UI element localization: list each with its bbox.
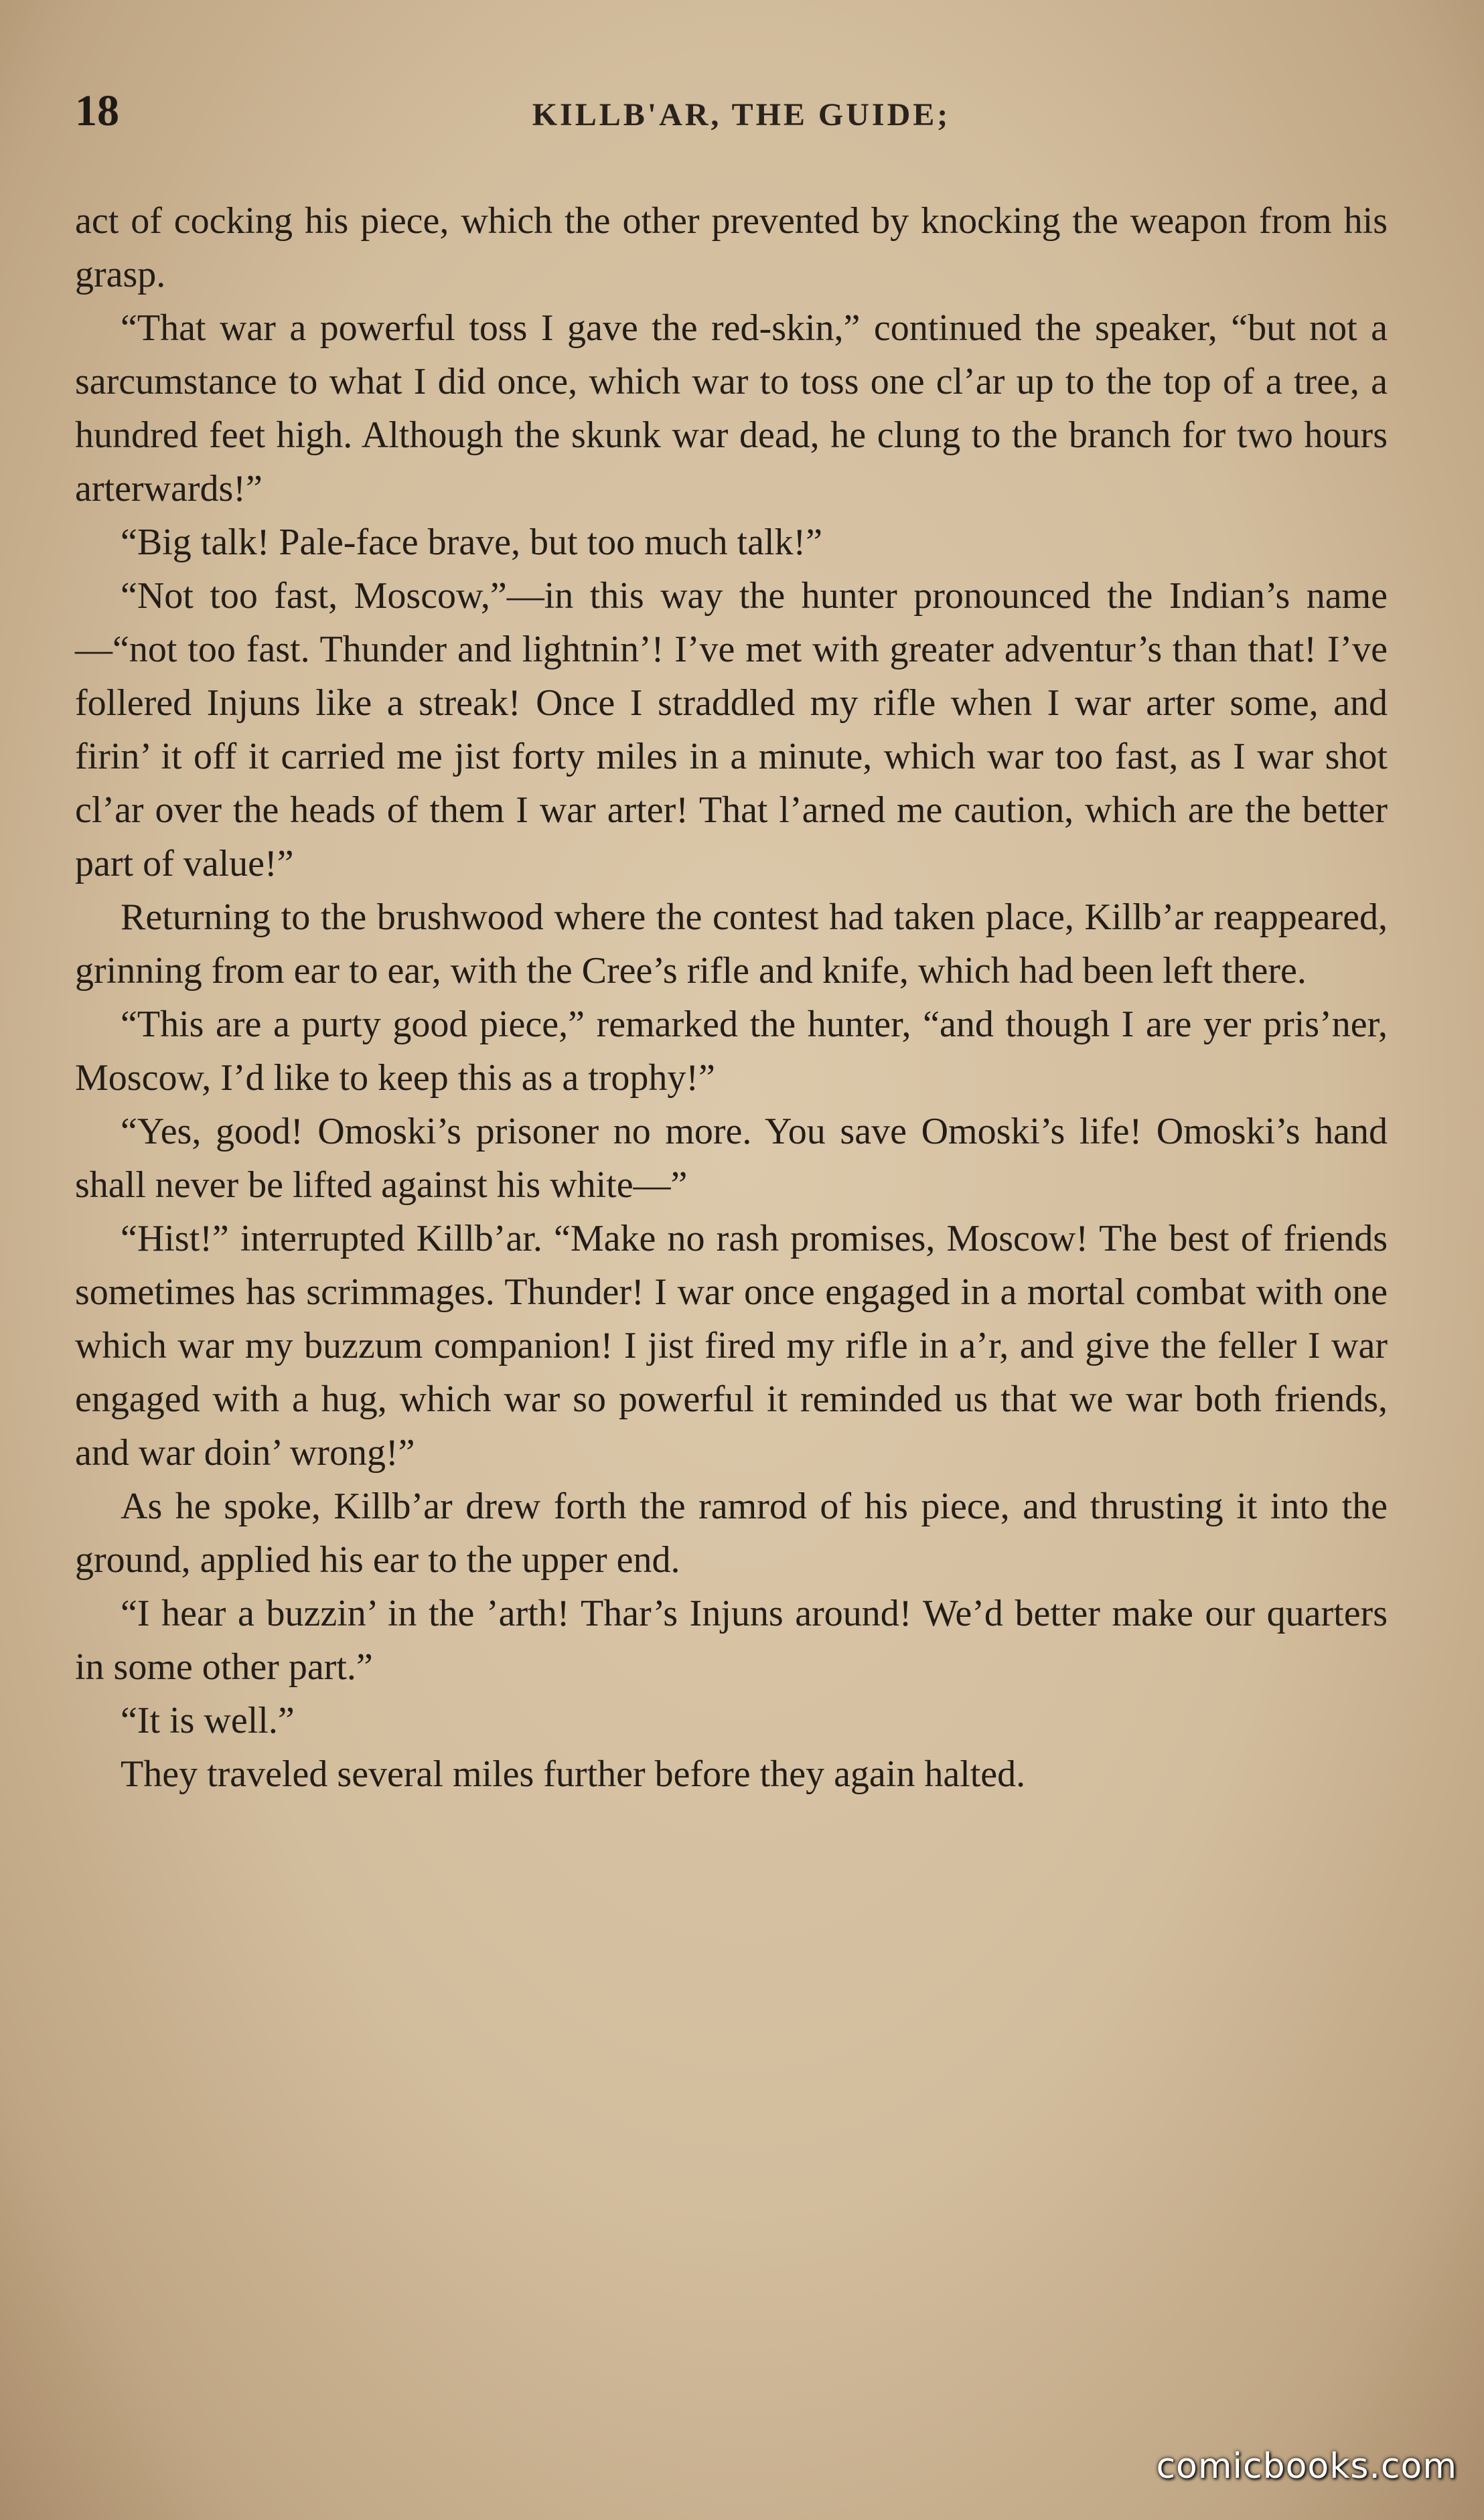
paragraph: “I hear a buzzin’ in the ’arth! Thar’s Injuns around! We’d better make our quarters in some other part.” xyxy=(75,1593,1388,1688)
page-header xyxy=(75,86,1408,146)
watermark: comicbooks.com xyxy=(1156,2446,1457,2487)
running-head: KILLB'AR, THE GUIDE; xyxy=(532,97,951,133)
paragraph: “Big talk! Pale-face brave, but too much talk!” xyxy=(121,522,823,563)
paragraph: “Hist!” interrupted Killb’ar. “Make no rash promises, Moscow! The best of friends sometimes has scrimmages. Thunder! I war once engaged in a mortal combat with one which war my buzzum companion! I jist fired my rifle in a’r, and give the feller I war engaged with a hug, which war so powerful it reminded us that we war both friends, and war doin’ wrong!” xyxy=(75,1218,1388,1474)
page-number: 18 xyxy=(75,86,119,135)
paragraph: “This are a purty good piece,” remarked the hunter, “and though I are yer pris’ner, Moscow, I’d like to keep this as a trophy!” xyxy=(75,1004,1388,1099)
paragraph: “It is well.” xyxy=(121,1700,295,1741)
paragraph: They traveled several miles further before they again halted. xyxy=(121,1753,1026,1795)
paragraph: act of cocking his piece, which the other prevented by knocking the weapon from his grasp. xyxy=(75,200,1388,295)
paragraph: As he spoke, Killb’ar drew forth the ramrod of his piece, and thrusting it into the ground, applied his ear to the upper end. xyxy=(75,1486,1388,1581)
paragraph: “Not too fast, Moscow,”—in this way the hunter pronounced the Indian’s name—“not too fast. Thunder and lightnin’! I’ve met with greater adventur’s than that! I’ve follered Injuns like a streak! Once I straddled my rifle when I war arter some, and firin’ it off it carried me jist forty miles in a minute, which war too fast, as I war shot cl’ar over the heads of them I war arter! That l’arned me caution, which are the better part of value!” xyxy=(75,575,1388,884)
paragraph: “That war a powerful toss I gave the red-skin,” continued the speaker, “but not a sarcumstance to what I did once, which war to toss one cl’ar up to the top of a tree, a hundred feet high. Although the skunk war dead, he clung to the branch for two hours arterwards!” xyxy=(75,307,1388,509)
body-text xyxy=(75,194,1388,1801)
paragraph: “Yes, good! Omoski’s prisoner no more. You save Omoski’s life! Omoski’s hand shall never be lifted against his white—” xyxy=(75,1111,1388,1206)
paragraph: Returning to the brushwood where the contest had taken place, Killb’ar reappeared, grinning from ear to ear, with the Cree’s rifle and knife, which had been left there. xyxy=(75,896,1388,992)
